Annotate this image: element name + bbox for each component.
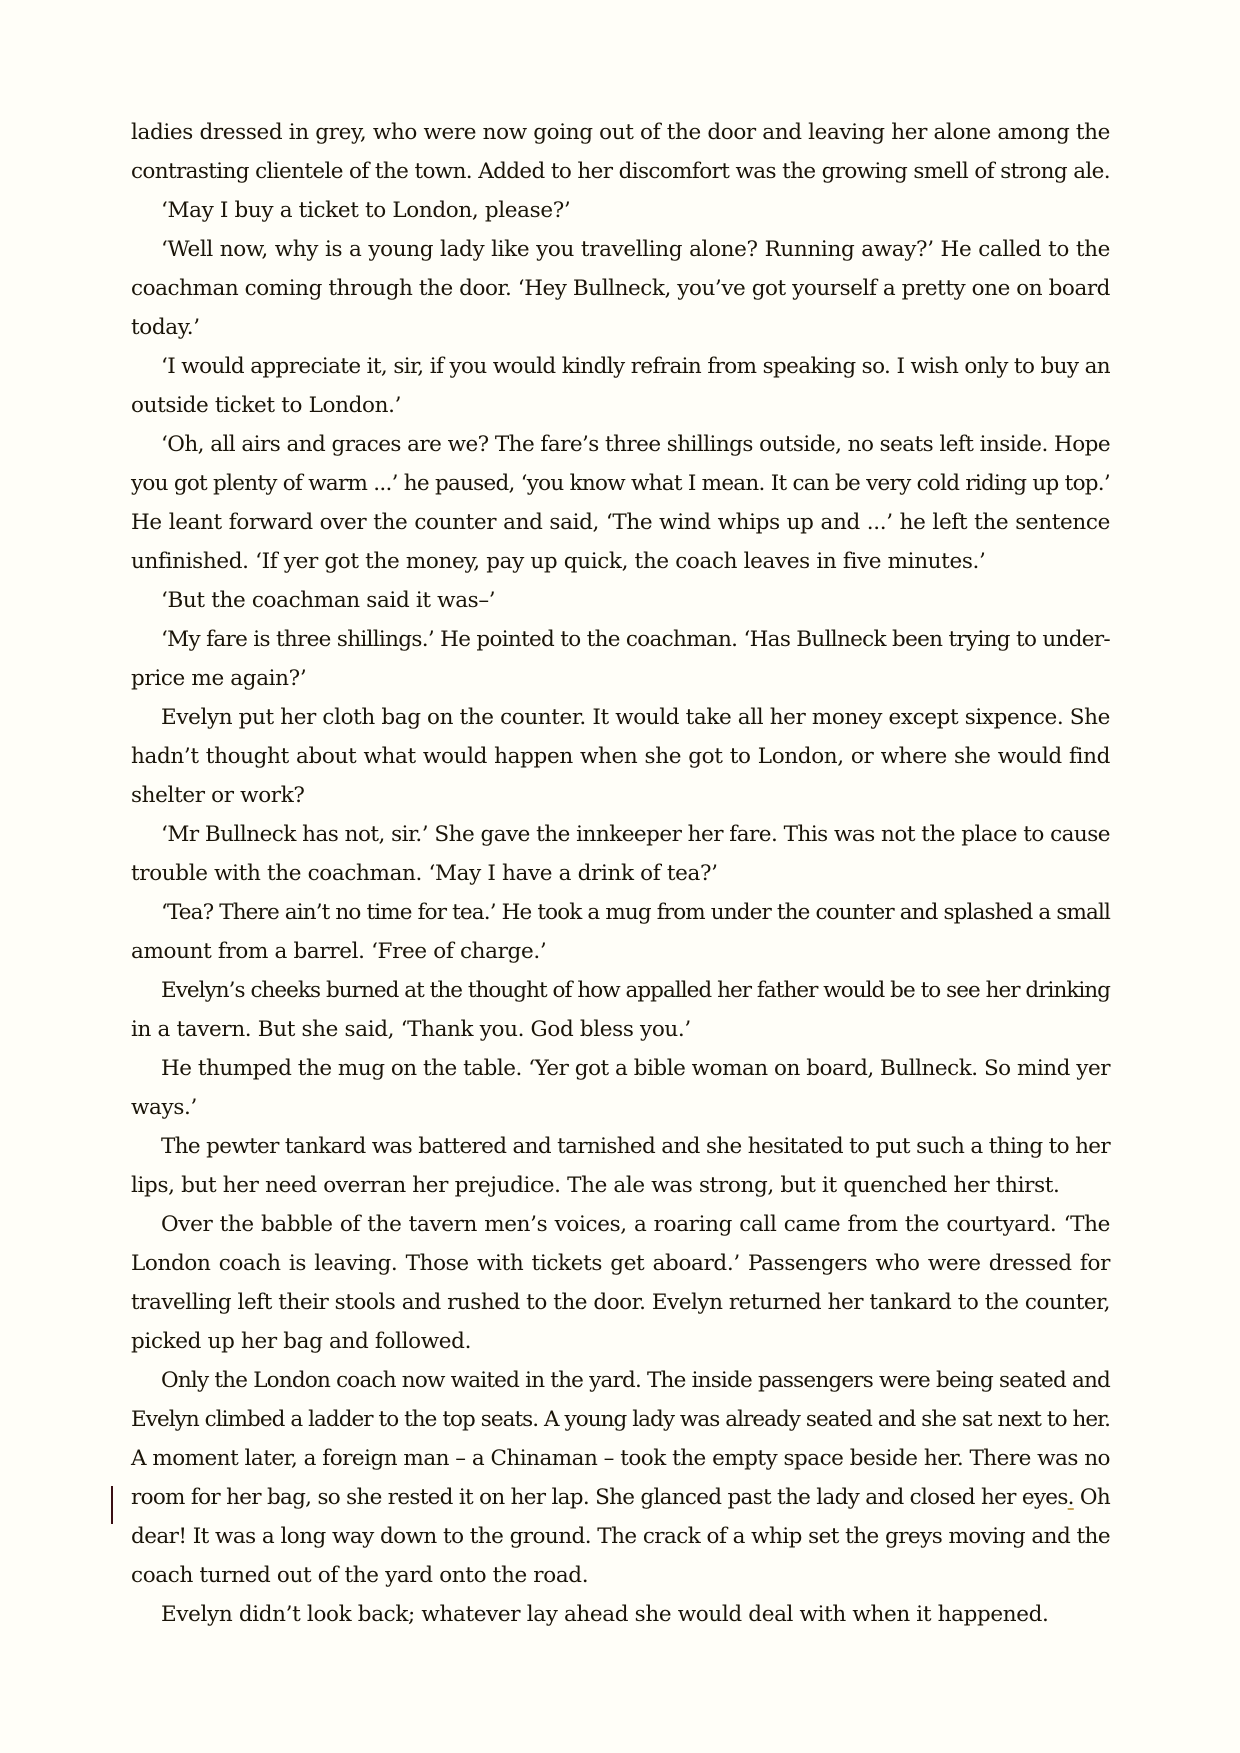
- line-text: He thumped the mug on the table. ‘Yer got a bible woman on board, Bullneck. So mind yer: [161, 1056, 1110, 1081]
- line-text: He leant forward over the counter and said, ‘The wind whips up and ...’ he left the sentence: [131, 510, 1110, 535]
- line-text: Only the London coach now waited in the yard. The inside passengers were being seated and: [161, 1368, 1110, 1393]
- line-text: price me again?’: [131, 666, 307, 691]
- line-text: A moment later, a foreign man – a Chinaman – took the empty space beside her. There was no: [131, 1446, 1110, 1471]
- line-text: coachman coming through the door. ‘Hey Bullneck, you’ve got yourself a pretty one on board: [131, 276, 1110, 301]
- text-line: [131, 737, 1110, 776]
- line-text: ‘Mr Bullneck has not, sir.’ She gave the innkeeper her fare. This was not the place to cause: [161, 822, 1110, 847]
- text-line: [131, 1517, 1110, 1556]
- text-line: [131, 932, 1110, 971]
- text-line: [131, 854, 1110, 893]
- text-line: [131, 425, 1110, 464]
- text-line: [131, 1595, 1110, 1634]
- line-text: Evelyn put her cloth bag on the counter. It would take all her money except sixpence. She: [161, 705, 1110, 730]
- text-cursor: [111, 1486, 113, 1524]
- line-text: ladies dressed in grey, who were now going out of the door and leaving her alone among the: [131, 120, 1110, 145]
- line-text: dear! It was a long way down to the ground. The crack of a whip set the greys moving and the: [131, 1524, 1110, 1549]
- text-line: [131, 1400, 1110, 1439]
- text-line: [131, 269, 1110, 308]
- line-text: Evelyn didn’t look back; whatever lay ahead she would deal with when it happened.: [161, 1602, 1049, 1627]
- text-line: [131, 113, 1110, 152]
- text-line: [131, 698, 1110, 737]
- text-line: [131, 971, 1110, 1010]
- line-text: The pewter tankard was battered and tarnished and she hesitated to put such a thing to her: [161, 1134, 1110, 1159]
- text-line: [131, 815, 1110, 854]
- text-line: [131, 1322, 1110, 1361]
- text-line: [131, 191, 1110, 230]
- line-text: ‘But the coachman said it was–’: [161, 588, 496, 613]
- line-text: today.’: [131, 315, 200, 340]
- line-text: ‘Well now, why is a young lady like you travelling alone? Running away?’ He called to the: [161, 237, 1110, 262]
- line-text: ways.’: [131, 1095, 197, 1120]
- text-line: [131, 1244, 1110, 1283]
- text-line: [131, 1166, 1110, 1205]
- line-text: in a tavern. But she said, ‘Thank you. God bless you.’: [131, 1017, 691, 1042]
- text-line: [131, 308, 1110, 347]
- line-text: ‘May I buy a ticket to London, please?’: [161, 198, 571, 223]
- text-line: [131, 1283, 1110, 1322]
- text-line: [131, 581, 1110, 620]
- text-line: [131, 659, 1110, 698]
- text-line: [131, 503, 1110, 542]
- text-line: [131, 1439, 1110, 1478]
- text-line: [131, 542, 1110, 581]
- line-text: you got plenty of warm ...’ he paused, ‘you know what I mean. It can be very cold riding up top.’: [131, 471, 1110, 496]
- document-body[interactable]: [131, 113, 1110, 1634]
- text-line: [131, 776, 1110, 815]
- line-text: shelter or work?: [131, 783, 305, 808]
- line-text: room for her bag, so she rested it on her lap. She glanced past the lady and closed her eyes: [131, 1485, 1068, 1510]
- line-text: trouble with the coachman. ‘May I have a drink of tea?’: [131, 861, 718, 886]
- text-line: [131, 230, 1110, 269]
- text-line: [131, 1010, 1110, 1049]
- line-text: Over the babble of the tavern men’s voices, a roaring call came from the courtyard. ‘The: [161, 1212, 1110, 1237]
- line-text: ‘Tea? There ain’t no time for tea.’ He took a mug from under the counter and splashed a small: [161, 900, 1110, 925]
- line-text: London coach is leaving. Those with tickets get aboard.’ Passengers who were dressed for: [131, 1251, 1110, 1276]
- text-line: [131, 347, 1110, 386]
- line-text: ‘I would appreciate it, sir, if you would kindly refrain from speaking so. I wish only to buy an: [161, 354, 1110, 379]
- line-text-tail: Oh: [1073, 1485, 1110, 1510]
- text-line: [131, 1556, 1110, 1595]
- line-text: Evelyn’s cheeks burned at the thought of how appalled her father would be to see her drinking: [161, 978, 1110, 1003]
- text-line: [131, 1049, 1110, 1088]
- line-text: ‘Oh, all airs and graces are we? The fare’s three shillings outside, no seats left inside. Hope: [161, 432, 1110, 457]
- line-text: coach turned out of the yard onto the road.: [131, 1563, 589, 1588]
- line-text: travelling left their stools and rushed to the door. Evelyn returned her tankard to the counter,: [131, 1290, 1110, 1315]
- text-line: [131, 1127, 1110, 1166]
- line-text: outside ticket to London.’: [131, 393, 402, 418]
- line-text: amount from a barrel. ‘Free of charge.’: [131, 939, 547, 964]
- marked-punctuation: .: [1067, 1485, 1074, 1510]
- text-line: [131, 1205, 1110, 1244]
- text-line: [131, 1478, 1110, 1517]
- line-text: lips, but her need overran her prejudice. The ale was strong, but it quenched her thirst.: [131, 1173, 1060, 1198]
- text-line: [131, 1361, 1110, 1400]
- line-text: ‘My fare is three shillings.’ He pointed to the coachman. ‘Has Bullneck been trying to under-: [161, 627, 1110, 652]
- text-line: [131, 386, 1110, 425]
- line-text: picked up her bag and followed.: [131, 1329, 472, 1354]
- text-line: [131, 893, 1110, 932]
- line-text: hadn’t thought about what would happen when she got to London, or where she would find: [131, 744, 1110, 769]
- line-text: contrasting clientele of the town. Added to her discomfort was the growing smell of strong ale.: [131, 159, 1110, 184]
- text-line: [131, 1088, 1110, 1127]
- text-line: [131, 152, 1110, 191]
- text-line: [131, 464, 1110, 503]
- line-text: Evelyn climbed a ladder to the top seats. A young lady was already seated and she sat next to her.: [131, 1407, 1110, 1432]
- line-text: unfinished. ‘If yer got the money, pay up quick, the coach leaves in five minutes.’: [131, 549, 986, 574]
- text-line: [131, 620, 1110, 659]
